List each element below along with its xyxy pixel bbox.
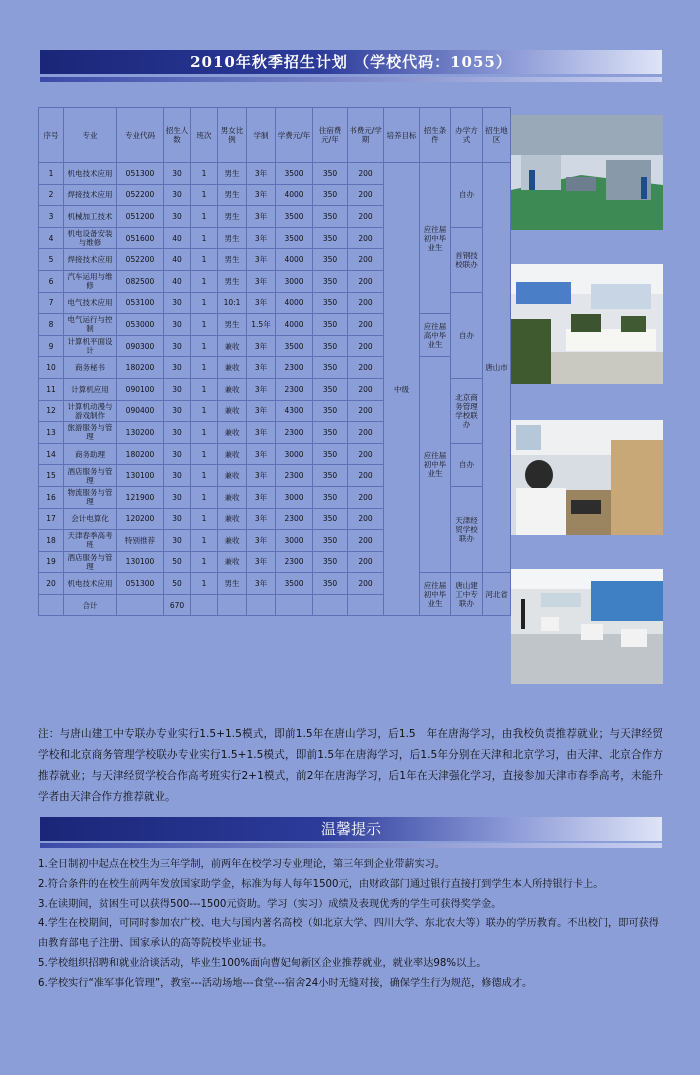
tip-item: 1.全日制初中起点在校生为三年学制，前两年在校学习专业理论，第三年到企业带薪实习。 bbox=[38, 859, 446, 870]
table-cell: 121900 bbox=[117, 486, 164, 508]
table-cell: 3年 bbox=[247, 378, 276, 400]
header-cell: 住宿费元/年 bbox=[313, 108, 348, 163]
table-cell: 酒店服务与管理 bbox=[64, 551, 117, 573]
table-cell: 计算机平面设计 bbox=[64, 335, 117, 357]
table-cell: 30 bbox=[164, 400, 191, 422]
header-cell: 书费元/学期 bbox=[348, 108, 384, 163]
table-cell: 3年 bbox=[247, 292, 276, 314]
table-cell: 兼收 bbox=[218, 551, 247, 573]
table-cell: 4000 bbox=[276, 184, 313, 206]
table-cell: 090100 bbox=[117, 378, 164, 400]
table-cell: 350 bbox=[313, 335, 348, 357]
title-underline bbox=[40, 77, 662, 82]
table-cell: 4000 bbox=[276, 249, 313, 271]
table-cell: 200 bbox=[348, 400, 384, 422]
table-cell: 350 bbox=[313, 508, 348, 530]
table-cell: 3000 bbox=[276, 530, 313, 552]
table-cell: 200 bbox=[348, 486, 384, 508]
table-cell: 11 bbox=[39, 378, 64, 400]
table-cell: 350 bbox=[313, 551, 348, 573]
table-cell: 1 bbox=[191, 378, 218, 400]
table-cell: 2 bbox=[39, 184, 64, 206]
table-cell: 2300 bbox=[276, 551, 313, 573]
table-cell: 1 bbox=[191, 270, 218, 292]
table-cell: 350 bbox=[313, 443, 348, 465]
table-cell: 1 bbox=[191, 357, 218, 379]
table-cell: 3年 bbox=[247, 465, 276, 487]
table-cell: 1 bbox=[191, 335, 218, 357]
table-cell: 3年 bbox=[247, 357, 276, 379]
header-cell: 专业 bbox=[64, 108, 117, 163]
photo-computer-class bbox=[511, 420, 663, 535]
header-cell: 序号 bbox=[39, 108, 64, 163]
table-cell: 男生 bbox=[218, 314, 247, 336]
mode-g-cell: 唐山建工中专联办 bbox=[451, 573, 483, 616]
table-cell: 20 bbox=[39, 573, 64, 595]
table-cell: 4000 bbox=[276, 314, 313, 336]
table-cell: 兼收 bbox=[218, 465, 247, 487]
table-cell: 男生 bbox=[218, 206, 247, 228]
header-cell: 办学方式 bbox=[451, 108, 483, 163]
table-cell: 1 bbox=[191, 227, 218, 249]
table-cell: 350 bbox=[313, 163, 348, 185]
table-cell: 051300 bbox=[117, 163, 164, 185]
table-cell: 兼收 bbox=[218, 486, 247, 508]
table-cell: 051200 bbox=[117, 206, 164, 228]
table-cell: 物流服务与管理 bbox=[64, 486, 117, 508]
table-cell: 3 bbox=[39, 206, 64, 228]
table-cell: 1 bbox=[191, 249, 218, 271]
table-cell: 350 bbox=[313, 249, 348, 271]
table-cell: 3500 bbox=[276, 573, 313, 595]
table-cell: 350 bbox=[313, 465, 348, 487]
table-cell: 天津春季高考班 bbox=[64, 530, 117, 552]
table-cell: 14 bbox=[39, 443, 64, 465]
table-cell: 兼收 bbox=[218, 400, 247, 422]
region-a-cell: 唐山市 bbox=[483, 163, 511, 573]
table-cell: 120200 bbox=[117, 508, 164, 530]
table-cell: 9 bbox=[39, 335, 64, 357]
table-cell: 350 bbox=[313, 227, 348, 249]
table-cell: 30 bbox=[164, 486, 191, 508]
table-cell: 兼收 bbox=[218, 530, 247, 552]
table-cell: 兼收 bbox=[218, 378, 247, 400]
table-cell: 男生 bbox=[218, 270, 247, 292]
table-cell: 40 bbox=[164, 227, 191, 249]
table-cell: 3000 bbox=[276, 486, 313, 508]
table-cell: 兼收 bbox=[218, 422, 247, 444]
table-cell: 5 bbox=[39, 249, 64, 271]
table-cell: 3500 bbox=[276, 206, 313, 228]
table-cell: 30 bbox=[164, 422, 191, 444]
table-cell: 男生 bbox=[218, 573, 247, 595]
table-cell: 焊接技术应用 bbox=[64, 249, 117, 271]
table-cell: 10:1 bbox=[218, 292, 247, 314]
table-cell: 1 bbox=[191, 486, 218, 508]
table-cell: 350 bbox=[313, 314, 348, 336]
photo-computer-lab bbox=[511, 569, 663, 684]
table-cell: 50 bbox=[164, 573, 191, 595]
table-cell: 3年 bbox=[247, 249, 276, 271]
table-cell: 3500 bbox=[276, 163, 313, 185]
total-value: 670 bbox=[164, 594, 191, 616]
table-cell: 19 bbox=[39, 551, 64, 573]
table-cell: 350 bbox=[313, 400, 348, 422]
tip-item: 3.在读期间，贫困生可以获得500---1500元资助。学习（实习）成绩及表现优秀的学生可获得奖学金。 bbox=[38, 898, 502, 910]
table-cell: 30 bbox=[164, 292, 191, 314]
table-cell: 焊接技术应用 bbox=[64, 184, 117, 206]
table-cell: 4000 bbox=[276, 292, 313, 314]
table-cell: 机电技术应用 bbox=[64, 163, 117, 185]
table-cell: 1 bbox=[191, 573, 218, 595]
table-cell: 200 bbox=[348, 378, 384, 400]
table-cell: 130100 bbox=[117, 551, 164, 573]
table-cell: 男生 bbox=[218, 163, 247, 185]
table-cell: 1 bbox=[191, 314, 218, 336]
table-cell: 1 bbox=[191, 530, 218, 552]
table-cell: 电气技术应用 bbox=[64, 292, 117, 314]
table-cell: 200 bbox=[348, 465, 384, 487]
table-cell: 兼收 bbox=[218, 443, 247, 465]
table-cell: 机电技术应用 bbox=[64, 573, 117, 595]
enrollment-table bbox=[38, 107, 511, 616]
table-cell: 200 bbox=[348, 422, 384, 444]
mode-e-cell: 自办 bbox=[451, 443, 483, 486]
tip-item: 6.学校实行“准军事化管理”，教室---活动场地---食堂---宿舍24小时无缝对接，确保学生行为规范，修德成才。 bbox=[38, 977, 533, 989]
table-cell: 计算机动漫与游戏制作 bbox=[64, 400, 117, 422]
table-cell: 30 bbox=[164, 378, 191, 400]
table-cell: 4300 bbox=[276, 400, 313, 422]
table-cell: 1 bbox=[191, 422, 218, 444]
table-cell: 3500 bbox=[276, 227, 313, 249]
table-cell: 053100 bbox=[117, 292, 164, 314]
table-cell: 30 bbox=[164, 443, 191, 465]
table-cell: 2300 bbox=[276, 357, 313, 379]
table-cell: 30 bbox=[164, 206, 191, 228]
table-cell: 8 bbox=[39, 314, 64, 336]
table-cell: 3年 bbox=[247, 163, 276, 185]
table-cell: 200 bbox=[348, 335, 384, 357]
tips-title: 温馨提示 bbox=[320, 820, 381, 838]
table-cell: 1 bbox=[191, 400, 218, 422]
page-title: 2010年秋季招生计划 （学校代码：1055） bbox=[190, 53, 512, 71]
table-cell: 兼收 bbox=[218, 357, 247, 379]
region-b-cell: 河北省 bbox=[483, 573, 511, 616]
table-cell: 40 bbox=[164, 249, 191, 271]
table-cell: 350 bbox=[313, 206, 348, 228]
table-cell: 350 bbox=[313, 530, 348, 552]
table-cell: 051600 bbox=[117, 227, 164, 249]
table-cell: 30 bbox=[164, 508, 191, 530]
tips-list bbox=[38, 855, 663, 994]
table-cell: 200 bbox=[348, 163, 384, 185]
table-cell: 男生 bbox=[218, 249, 247, 271]
table-cell: 3年 bbox=[247, 508, 276, 530]
table-cell: 350 bbox=[313, 422, 348, 444]
table-cell: 6 bbox=[39, 270, 64, 292]
table-cell: 1 bbox=[191, 508, 218, 530]
tips-banner bbox=[40, 817, 662, 841]
table-cell: 1 bbox=[39, 163, 64, 185]
table-cell: 旅游服务与管理 bbox=[64, 422, 117, 444]
table-cell: 200 bbox=[348, 443, 384, 465]
table-cell: 090400 bbox=[117, 400, 164, 422]
table-cell: 350 bbox=[313, 486, 348, 508]
mode-c-cell: 自办 bbox=[451, 292, 483, 378]
table-cell: 30 bbox=[164, 357, 191, 379]
tip-item: 2.符合条件的在校生前两年发放国家助学金，标准为每人每年1500元，由财政部门通过银行直接打到学生本人所持银行卡上。 bbox=[38, 878, 604, 890]
photo-electrical-lab bbox=[511, 264, 663, 384]
table-cell: 052200 bbox=[117, 184, 164, 206]
note-paragraph: 注：与唐山建工中专联办专业实行1.5+1.5模式，即前1.5年在唐山学习，后1.5 年在唐海学习，由我校负责推荐就业；与天津经贸学校和北京商务管理学校联办专业实行1.5+1.5模式，即前1.5年在唐海学习，后1.5年分别在天津和北京学习，由天津、北京合作方推荐就业；与天津经贸学校合作高考班实行2+1模式，前2年在唐海学习，后1年在天津强化学习，直接参加天津市春季高考，未能升学者由天津合作方推荐就业。 bbox=[38, 728, 663, 803]
header-cell: 专业代码 bbox=[117, 108, 164, 163]
table-cell: 机电设备安装与维修 bbox=[64, 227, 117, 249]
table-cell: 1 bbox=[191, 184, 218, 206]
table-cell: 兼收 bbox=[218, 335, 247, 357]
table-row bbox=[39, 573, 511, 595]
total-label: 合计 bbox=[64, 594, 117, 616]
table-row bbox=[39, 314, 511, 336]
table-cell: 3年 bbox=[247, 573, 276, 595]
table-cell: 30 bbox=[164, 314, 191, 336]
mode-d-cell: 北京商务管理学校联办 bbox=[451, 378, 483, 443]
table-cell: 4 bbox=[39, 227, 64, 249]
table-cell: 3年 bbox=[247, 184, 276, 206]
table-cell: 200 bbox=[348, 551, 384, 573]
table-cell: 13 bbox=[39, 422, 64, 444]
header-cell: 男女比例 bbox=[218, 108, 247, 163]
table-cell: 15 bbox=[39, 465, 64, 487]
table-cell: 2300 bbox=[276, 378, 313, 400]
header-cell: 招生条件 bbox=[420, 108, 451, 163]
table-cell: 200 bbox=[348, 530, 384, 552]
header-cell: 培养目标 bbox=[384, 108, 420, 163]
table-cell: 350 bbox=[313, 184, 348, 206]
table-cell: 350 bbox=[313, 357, 348, 379]
table-cell bbox=[39, 594, 64, 616]
mode-b-cell: 首钢技校联办 bbox=[451, 227, 483, 292]
table-cell: 200 bbox=[348, 357, 384, 379]
table-cell: 051300 bbox=[117, 573, 164, 595]
table-cell: 男生 bbox=[218, 227, 247, 249]
table-cell bbox=[247, 594, 276, 616]
table-cell: 350 bbox=[313, 270, 348, 292]
cond-c-cell: 应往届初中毕业生 bbox=[420, 357, 451, 573]
cond-b-cell: 应往届高中毕业生 bbox=[420, 314, 451, 357]
table-cell: 350 bbox=[313, 573, 348, 595]
table-cell: 1 bbox=[191, 292, 218, 314]
table-cell: 3000 bbox=[276, 270, 313, 292]
table-cell: 350 bbox=[313, 292, 348, 314]
tip-item: 4.学生在校期间，可同时参加农广校、电大与国内著名高校（如北京大学、四川大学、东北农大等）联办的学历教育。不出校门，即可获得由教育部电子注册、国家承认的高等院校毕业证书。 bbox=[38, 918, 659, 950]
table-cell: 7 bbox=[39, 292, 64, 314]
table-row bbox=[39, 357, 511, 379]
table-cell bbox=[218, 594, 247, 616]
header-cell: 招生人数 bbox=[164, 108, 191, 163]
table-cell: 16 bbox=[39, 486, 64, 508]
table-cell: 090300 bbox=[117, 335, 164, 357]
table-cell: 机械加工技术 bbox=[64, 206, 117, 228]
table-cell: 12 bbox=[39, 400, 64, 422]
tips-underline bbox=[40, 843, 662, 848]
table-cell bbox=[276, 594, 313, 616]
table-cell: 2300 bbox=[276, 422, 313, 444]
table-cell: 3年 bbox=[247, 530, 276, 552]
table-cell: 3000 bbox=[276, 443, 313, 465]
target-cell: 中级 bbox=[384, 163, 420, 616]
table-cell bbox=[313, 594, 348, 616]
table-cell: 商务助理 bbox=[64, 443, 117, 465]
table-cell: 200 bbox=[348, 184, 384, 206]
table-cell: 200 bbox=[348, 249, 384, 271]
table-cell: 1 bbox=[191, 465, 218, 487]
table-cell: 兼收 bbox=[218, 508, 247, 530]
table-header-row bbox=[39, 108, 511, 163]
table-cell: 会计电算化 bbox=[64, 508, 117, 530]
table-cell: 3年 bbox=[247, 227, 276, 249]
tip-item: 5.学校组织招聘和就业洽谈活动，毕业生100%面向曹妃甸新区企业推荐就业，就业率达98%以上。 bbox=[38, 957, 487, 969]
header-cell: 班次 bbox=[191, 108, 218, 163]
table-cell: 特别推荐 bbox=[117, 530, 164, 552]
table-cell: 3年 bbox=[247, 486, 276, 508]
table-cell: 男生 bbox=[218, 184, 247, 206]
table-cell: 2300 bbox=[276, 465, 313, 487]
table-cell bbox=[348, 594, 384, 616]
mode-f-cell: 天津经贸学校联办 bbox=[451, 486, 483, 572]
table-row bbox=[39, 163, 511, 185]
table-cell: 30 bbox=[164, 530, 191, 552]
table-cell: 200 bbox=[348, 573, 384, 595]
table-cell: 18 bbox=[39, 530, 64, 552]
table-cell: 30 bbox=[164, 335, 191, 357]
table-cell: 50 bbox=[164, 551, 191, 573]
table-cell: 30 bbox=[164, 163, 191, 185]
table-cell: 2300 bbox=[276, 508, 313, 530]
table-cell: 130200 bbox=[117, 422, 164, 444]
header-cell: 学制 bbox=[247, 108, 276, 163]
table-cell: 电气运行与控制 bbox=[64, 314, 117, 336]
table-cell: 200 bbox=[348, 314, 384, 336]
table-cell: 180200 bbox=[117, 357, 164, 379]
cond-d-cell: 应往届初中毕业生 bbox=[420, 573, 451, 616]
cond-a-cell: 应往届初中毕业生 bbox=[420, 163, 451, 314]
table-cell: 1 bbox=[191, 163, 218, 185]
table-cell bbox=[191, 594, 218, 616]
photo-workshop bbox=[511, 115, 663, 230]
table-cell bbox=[117, 594, 164, 616]
table-cell: 17 bbox=[39, 508, 64, 530]
table-cell: 1 bbox=[191, 206, 218, 228]
table-cell: 商务秘书 bbox=[64, 357, 117, 379]
table-cell: 1 bbox=[191, 443, 218, 465]
table-cell: 3年 bbox=[247, 335, 276, 357]
table-cell: 40 bbox=[164, 270, 191, 292]
table-cell: 180200 bbox=[117, 443, 164, 465]
title-banner bbox=[40, 50, 662, 74]
table-cell: 1.5年 bbox=[247, 314, 276, 336]
table-cell: 200 bbox=[348, 508, 384, 530]
table-cell: 计算机应用 bbox=[64, 378, 117, 400]
table-cell: 350 bbox=[313, 378, 348, 400]
table-cell: 30 bbox=[164, 465, 191, 487]
table-cell: 10 bbox=[39, 357, 64, 379]
table-cell: 200 bbox=[348, 206, 384, 228]
table-cell: 1 bbox=[191, 551, 218, 573]
table-cell: 052200 bbox=[117, 249, 164, 271]
table-cell: 3500 bbox=[276, 335, 313, 357]
table-cell: 3年 bbox=[247, 206, 276, 228]
table-cell: 053000 bbox=[117, 314, 164, 336]
table-cell: 130100 bbox=[117, 465, 164, 487]
table-cell: 3年 bbox=[247, 551, 276, 573]
table-cell: 3年 bbox=[247, 422, 276, 444]
table-cell: 200 bbox=[348, 270, 384, 292]
table-cell: 3年 bbox=[247, 443, 276, 465]
table-cell: 30 bbox=[164, 184, 191, 206]
table-cell: 082500 bbox=[117, 270, 164, 292]
table-cell: 3年 bbox=[247, 400, 276, 422]
table-cell: 200 bbox=[348, 227, 384, 249]
header-cell: 学费元/年 bbox=[276, 108, 313, 163]
table-cell: 酒店服务与管理 bbox=[64, 465, 117, 487]
header-cell: 招生地区 bbox=[483, 108, 511, 163]
mode-a-cell: 自办 bbox=[451, 163, 483, 228]
table-cell: 200 bbox=[348, 292, 384, 314]
table-cell: 汽车运用与维修 bbox=[64, 270, 117, 292]
table-cell: 3年 bbox=[247, 270, 276, 292]
